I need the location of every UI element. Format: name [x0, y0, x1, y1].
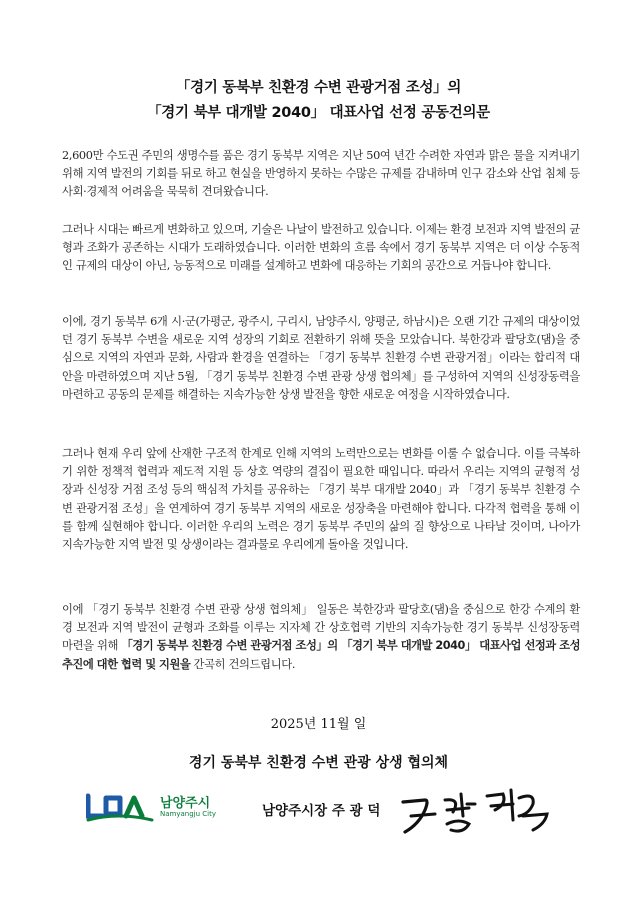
- paragraph-1: 2,600만 수도권 주민의 생명수를 품은 경기 동북부 지역은 지난 50여 년간 수려한 자연과 맑은 물을 지켜내기 위해 지역 발전의 기회를 뒤로 하고 현실을 반영하지 못하는 수많은 규제를 감내하며 인구 감소와 산업 침체 등 사회·경제적 어려움을 묵묵히 견뎌왔습니다.: [62, 149, 580, 199]
- document-title-line2: 「경기 북부 대개발 2040」 대표사업 선정 공동건의문: [147, 105, 490, 121]
- logo-name: 남양주시: [160, 796, 211, 811]
- signer-name: 남양주시장 주 광 덕: [262, 803, 381, 819]
- logo-name-en: Namyangju City: [160, 810, 216, 818]
- closing-paragraph: [62, 601, 580, 674]
- closing-text: 이에 「경기 동북부 친환경 수변 관광 상생 협의체」 일동은 북한강과 팔당호(댐)을 중심으로 한강 수계의 환경 보전과 지역 발전이 균형과 조화를 이루는 지자체 간 상호협력 기반의 지속가능한 경기 동북부 신성장동력 마련을 위해: [62, 603, 580, 653]
- document-title-line1: 「경기 동북부 친환경 수변 관광거점 조성」의: [175, 80, 462, 96]
- paragraph-4: 그러나 현재 우리 앞에 산재한 구조적 한계로 인해 지역의 노력만으로는 변화를 이룰 수 없습니다. 이를 극복하기 위한 정책적 협력과 제도적 지원 등 상호 역량의 결집이 필요한 때입니다. 따라서 우리는 지역의 균형적 성장과 신성장 거점 조성 등의 핵심적 가치를 공유하는 「경기 북부 대개발 2040」과 「경기 동북부 친환경 수변 관광거점 조성」을 연계하여 경기 동북부 지역의 새로운 성장축을 마련해야 합니다. 다각적 협력을 통해 이를 함께 실현해야 합니다. 이러한 우리의 노력은 경기 동북부 주민의 삶의 질 향상으로 나타날 것이며, 나아가 지속가능한 지역 발전 및 상생이라는 결과물로 우리에게 돌아올 것입니다.: [62, 447, 580, 552]
- handwritten-signature: [395, 780, 555, 840]
- organization-name: 경기 동북부 친환경 수변 관광 상생 협의체: [188, 755, 449, 771]
- closing-end-text: 간곡히 건의드립니다.: [190, 657, 296, 671]
- paragraph-2: 그러나 시대는 빠르게 변화하고 있으며, 기술은 나날이 발전하고 있습니다. 이제는 환경 보전과 지역 발전의 균형과 조화가 공존하는 시대가 도래하였습니다. 이러한 변화의 흐름 속에서 경기 동북부 지역은 더 이상 수동적인 규제의 대상이 아닌, 능동적으로 미래를 설계하고 변화에 대응하는 기회의 공간으로 거듭나야 합니다.: [62, 223, 580, 273]
- closing-bold-text: 「경기 동북부 친환경 수변 관광거점 조성」의 「경기 북부 대개발 2040」 대표사업 선정과 조성 추진에 대한 협력 및 지원을: [62, 639, 580, 671]
- document-date: 2025년 11월 일: [270, 717, 367, 732]
- paragraph-3: 이에, 경기 동북부 6개 시·군(가평군, 광주시, 구리시, 남양주시, 양평군, 하남시)은 오랜 기간 규제의 대상이었던 경기 동북부 수변을 새로운 지역 성장의 기회로 전환하기 위해 뜻을 모았습니다. 북한강과 팔당호(댐)을 중심으로 지역의 자연과 문화, 사람과 환경을 연결하는 「경기 동북부 친환경 수변 관광거점」이라는 합리적 대안을 마련하였으며 지난 5월, 「경기 동북부 친환경 수변 관광 상생 협의체」를 구성하여 지역의 신성장동력을 마련하고 공동의 문제를 해결하는 지속가능한 상생 발전을 향한 새로운 여정을 시작하였습니다.: [62, 315, 580, 401]
